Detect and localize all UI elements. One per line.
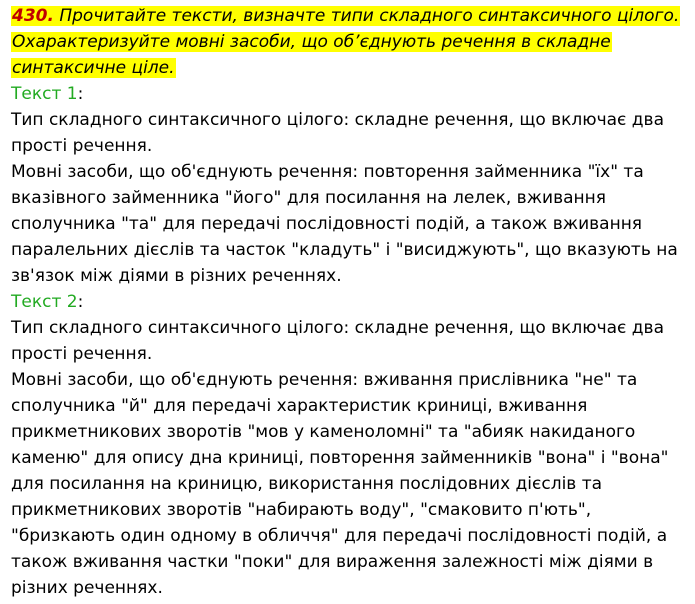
text-1-type-paragraph: Тип складного синтаксичного цілого: складне речення, що включає два прості речення. bbox=[11, 110, 664, 156]
text-1-heading bbox=[11, 81, 691, 107]
text-2-section bbox=[11, 289, 691, 601]
text-2-heading-label: Текст 2 bbox=[11, 292, 78, 312]
task-statement bbox=[11, 3, 691, 81]
document-page bbox=[11, 3, 691, 601]
text-2-means-paragraph: Мовні засоби, що об'єднують речення: вживання прислівника "не" та сполучника "й" для передачі характеристик криниці, вживання прикметникових зворотів "мов у каменоломні" та "абияк накиданого каменю" для опису дна криниці, повторення займенників "вона" і "вона" для посилання на криницю, використання послідовних дієслів та прикметникових зворотів "набирають воду", "смаковито п'ють", "бризкають один одному в обличчя" для передачі послідовності подій, а також вживання частки "поки" для вираження залежності між діями в різних реченнях. bbox=[11, 370, 669, 598]
text-2-heading bbox=[11, 289, 691, 315]
task-text: Прочитайте тексти, визначте типи складного синтаксичного цілого. Охарактеризуйте мовні засоби, що об’єднують речення в складне синтаксичне ціле. bbox=[12, 6, 680, 78]
text-1-heading-label: Текст 1 bbox=[11, 84, 78, 104]
text-1-means-paragraph: Мовні засоби, що об'єднують речення: повторення займенника "їх" та вказівного займенника "його" для посилання на лелек, вживання сполучника "та" для передачі послідовності подій, а також вживання паралельних дієслів та часток "кладуть" і "висиджують", що вказують на зв'язок між діями в різних реченнях. bbox=[11, 162, 678, 286]
task-highlight bbox=[11, 6, 680, 78]
text-2-heading-colon: : bbox=[77, 292, 84, 312]
text-1-heading-colon: : bbox=[77, 84, 84, 104]
task-number: 430. bbox=[12, 6, 54, 26]
text-1-section bbox=[11, 81, 691, 289]
text-2-type-paragraph: Тип складного синтаксичного цілого: складне речення, що включає два прості речення. bbox=[11, 318, 664, 364]
